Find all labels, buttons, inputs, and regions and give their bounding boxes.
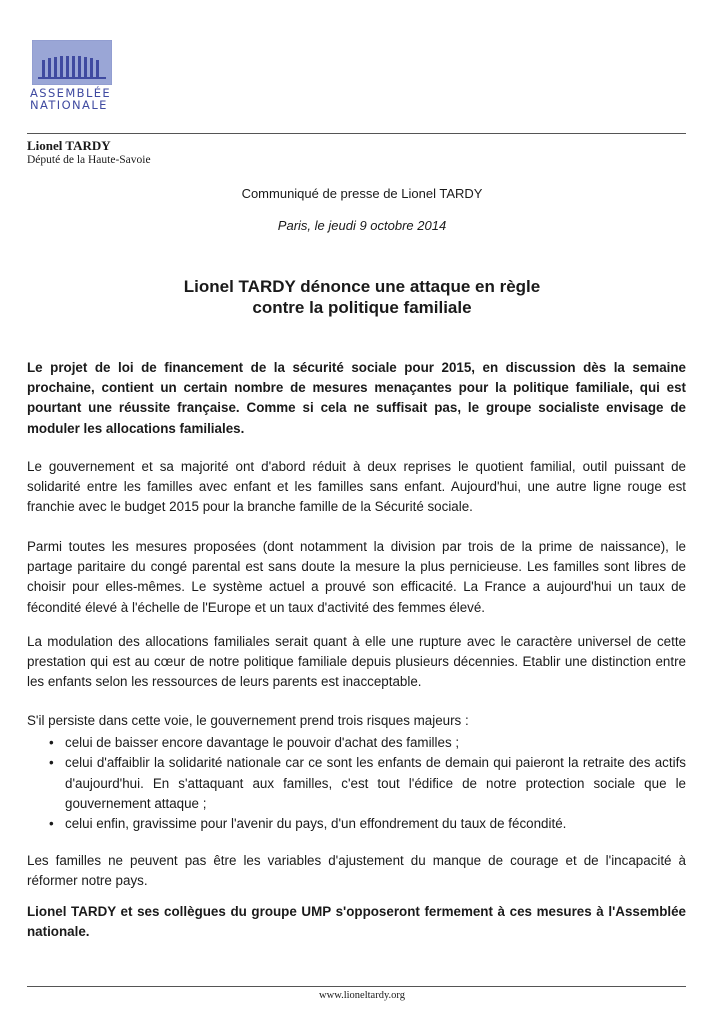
risk-item-2: • celui d'affaiblir la solidarité nationale car ce sont les enfants de demain qui paieront la retraite des actifs d'aujourd'hui. En s'attaquant aux familles, c'est tout l'édifice de notre protection sociale que le gouvernement attaque ; bbox=[65, 753, 686, 814]
author-name: Lionel TARDY bbox=[27, 138, 111, 153]
author-role: Député de la Haute-Savoie bbox=[27, 154, 151, 166]
header-divider bbox=[27, 133, 686, 134]
paragraph-1-text: Le gouvernement et sa majorité ont d'abord réduit à deux reprises le quotient familial, outil puissant de solidarité entre les familles avec enfant et les familles sans enfant. Aujourd'hui, une autre ligne rouge est franchie avec le budget 2015 pour la branche famille de la Sécurité sociale. bbox=[27, 459, 686, 515]
paragraph-3-text: La modulation des allocations familiales serait quant à elle une rupture avec le caractère universel de cette prestation qui est au cœur de notre politique familiale depuis plusieurs décennies. Etablir une distinction entre les enfants selon les ressources de leurs parents est inacceptable. bbox=[27, 634, 686, 690]
headline bbox=[0, 276, 724, 318]
logo-text-line1: ASSEMBLÉE bbox=[30, 86, 112, 100]
conclusion-paragraph bbox=[27, 902, 686, 942]
assemblee-nationale-logo bbox=[30, 40, 122, 111]
footer-divider bbox=[27, 986, 686, 987]
risks-section bbox=[27, 711, 686, 834]
logo-text-line2: NATIONALE bbox=[30, 98, 108, 112]
hemicycle-icon bbox=[32, 40, 112, 85]
intro-text: Le projet de loi de financement de la sécurité sociale pour 2015, en discussion dès la semaine prochaine, contient un certain nombre de mesures menaçantes pour la politique familiale, qui est pourtant une réussite française. Comme si cela ne suffisait pas, le groupe socialiste envisage de moduler les allocations familiales. bbox=[27, 360, 686, 436]
paragraph-1 bbox=[27, 457, 686, 518]
paragraph-5-text: Les familles ne peuvent pas être les variables d'ajustement du manque de courage et de l'incapacité à réformer notre pays. bbox=[27, 853, 686, 889]
footer-website-url: www.lioneltardy.org bbox=[319, 990, 405, 1001]
risk-list bbox=[27, 733, 686, 834]
author-block bbox=[27, 138, 151, 168]
intro-paragraph bbox=[27, 358, 686, 439]
risks-intro: S'il persiste dans cette voie, le gouvernement prend trois risques majeurs : bbox=[27, 713, 469, 728]
paragraph-5 bbox=[27, 851, 686, 891]
press-release-date: Paris, le jeudi 9 octobre 2014 bbox=[277, 218, 447, 233]
press-release-title: Communiqué de presse de Lionel TARDY bbox=[241, 186, 483, 201]
conclusion-text: Lionel TARDY et ses collègues du groupe UMP s'opposeront fermement à ces mesures à l'Assemblée nationale. bbox=[27, 904, 686, 940]
paragraph-2 bbox=[27, 537, 686, 618]
paragraph-3 bbox=[27, 632, 686, 693]
paragraph-2-text: Parmi toutes les mesures proposées (dont notamment la division par trois de la prime de naissance), le partage paritaire du congé parental est sans doute la mesure la plus pernicieuse. Les familles sont libres de choisir pour elles-mêmes. Le système actuel a prouvé son efficacité. La France a aujourd'hui un taux de fécondité élevé à l'échelle de l'Europe et un taux d'activité des femmes élevé. bbox=[27, 539, 686, 615]
risk-item-1: • celui de baisser encore davantage le pouvoir d'achat des familles ; bbox=[65, 733, 686, 753]
headline-line1: Lionel TARDY dénonce une attaque en règle bbox=[183, 277, 541, 296]
risk-item-3: • celui enfin, gravissime pour l'avenir du pays, d'un effondrement du taux de fécondité. bbox=[65, 814, 686, 834]
headline-line2: contre la politique familiale bbox=[252, 298, 472, 317]
